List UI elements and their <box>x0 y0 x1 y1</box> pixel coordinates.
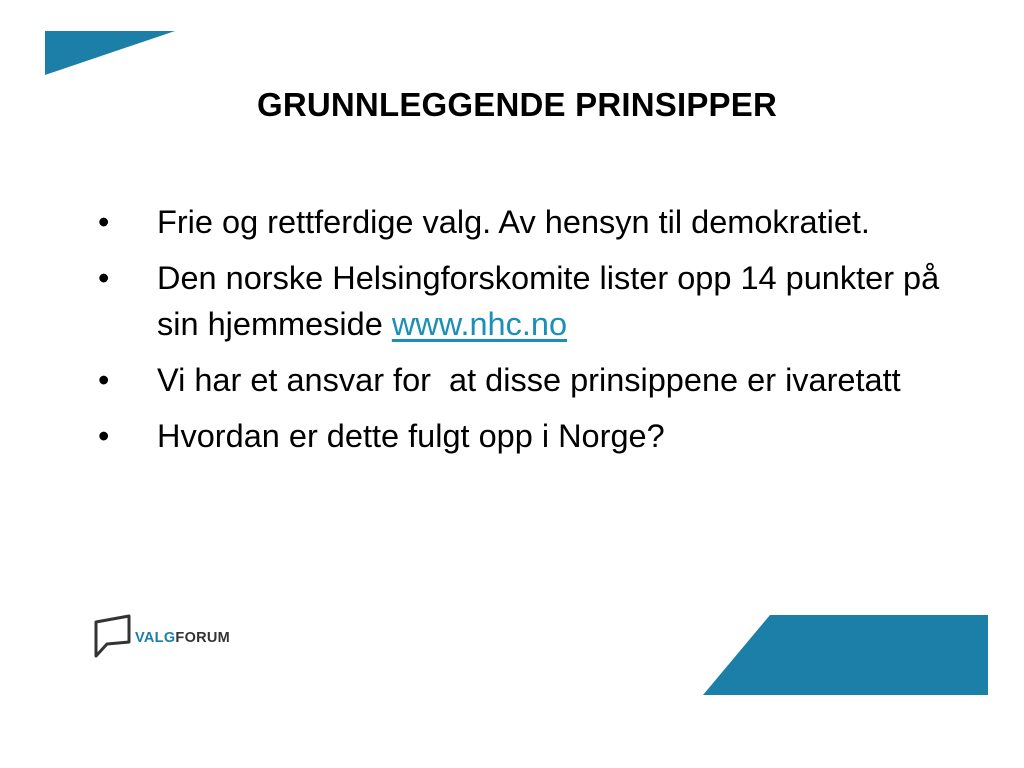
page-title: GRUNNLEGGENDE PRINSIPPER <box>256 86 778 123</box>
list-item <box>96 413 946 459</box>
bullet-text: Vi har et ansvar for at disse prinsippene er ivaretatt <box>157 362 901 398</box>
bullet-icon: • <box>98 260 110 296</box>
top-left-accent-shape <box>0 0 200 90</box>
valgforum-logo <box>93 614 230 658</box>
list-item <box>96 199 946 245</box>
bullet-icon: • <box>98 418 110 454</box>
bullet-icon: • <box>98 362 110 398</box>
flag-outline-icon <box>93 614 133 658</box>
bullet-text: Frie og rettferdige valg. Av hensyn til demokratiet. <box>157 204 870 240</box>
logo-text: VALGFORUM <box>135 630 231 646</box>
list-item <box>96 255 946 347</box>
bullet-text: Hvordan er dette fulgt opp i Norge? <box>157 418 665 454</box>
bullet-list <box>96 199 946 469</box>
list-item <box>96 357 946 403</box>
nhc-website-link[interactable]: www.nhc.no <box>391 306 568 342</box>
bullet-icon: • <box>98 204 110 240</box>
bullet-text: Den norske Helsingforskomite lister opp 14 punkter på sin hjemmeside <box>157 260 940 342</box>
